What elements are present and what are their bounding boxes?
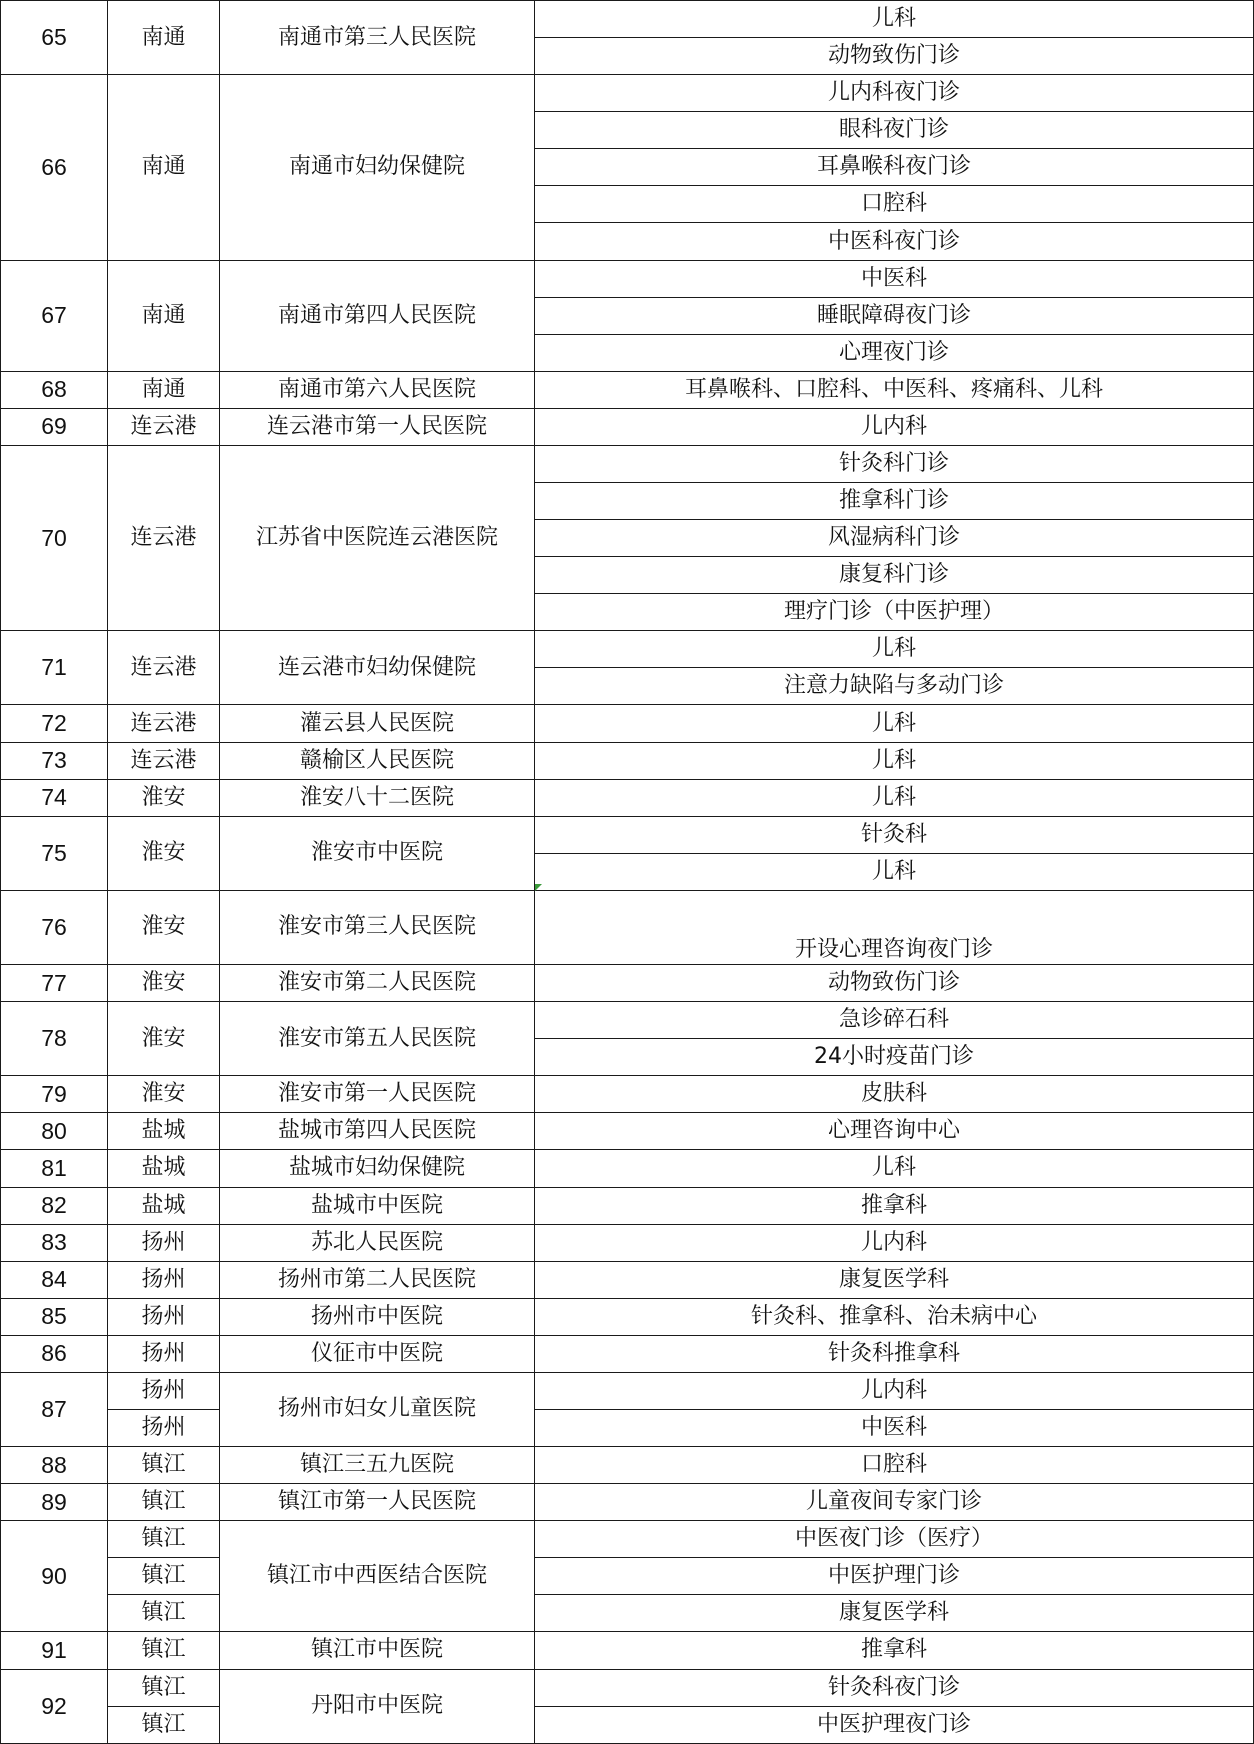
- city-cell: 淮安: [108, 965, 220, 1002]
- table-row: [1, 445, 1254, 482]
- city-cell: 淮安: [108, 890, 220, 964]
- city-cell: 扬州: [108, 1224, 220, 1261]
- city-cell: 连云港: [108, 631, 220, 705]
- row-number: 80: [1, 1113, 108, 1150]
- table-row: [1, 260, 1254, 297]
- department-cell: 中医护理门诊: [535, 1558, 1254, 1595]
- row-number: 68: [1, 371, 108, 408]
- city-cell: 扬州: [108, 1261, 220, 1298]
- city-cell: 镇江: [108, 1595, 220, 1632]
- row-number: 75: [1, 816, 108, 890]
- row-number: 85: [1, 1298, 108, 1335]
- city-cell: 镇江: [108, 1706, 220, 1743]
- hospital-name: 淮安八十二医院: [220, 779, 535, 816]
- department-cell: 儿科: [535, 779, 1254, 816]
- hospital-name: 盐城市中医院: [220, 1187, 535, 1224]
- row-number: 90: [1, 1521, 108, 1632]
- row-number: 84: [1, 1261, 108, 1298]
- hospital-name: 丹阳市中医院: [220, 1669, 535, 1743]
- table-row: [1, 1261, 1254, 1298]
- row-number: 91: [1, 1632, 108, 1669]
- department-cell: 中医护理夜门诊: [535, 1706, 1254, 1743]
- city-cell: 淮安: [108, 1002, 220, 1076]
- city-cell: 镇江: [108, 1669, 220, 1706]
- department-cell: 针灸科夜门诊: [535, 1669, 1254, 1706]
- hospital-name: 灌云县人民医院: [220, 705, 535, 742]
- row-number: 92: [1, 1669, 108, 1743]
- department-cell: 儿科: [535, 742, 1254, 779]
- department-cell: 中医科: [535, 1409, 1254, 1446]
- city-cell: 镇江: [108, 1632, 220, 1669]
- hospital-name: 淮安市第二人民医院: [220, 965, 535, 1002]
- city-cell: 盐城: [108, 1113, 220, 1150]
- city-cell: 连云港: [108, 408, 220, 445]
- city-cell: 镇江: [108, 1521, 220, 1558]
- row-number: 67: [1, 260, 108, 371]
- table-row: [1, 1521, 1254, 1558]
- row-number: 70: [1, 445, 108, 630]
- table-row: [1, 1076, 1254, 1113]
- department-cell: 动物致伤门诊: [535, 965, 1254, 1002]
- hospital-name: 镇江市中西医结合医院: [220, 1521, 535, 1632]
- hospital-name: 江苏省中医院连云港医院: [220, 445, 535, 630]
- hospital-name: 淮安市第五人民医院: [220, 1002, 535, 1076]
- city-cell: 南通: [108, 260, 220, 371]
- department-cell: 康复科门诊: [535, 557, 1254, 594]
- department-cell: 针灸科、推拿科、治未病中心: [535, 1298, 1254, 1335]
- row-number: 69: [1, 408, 108, 445]
- city-cell: 连云港: [108, 445, 220, 630]
- department-cell: 儿内科: [535, 408, 1254, 445]
- row-number: 76: [1, 890, 108, 964]
- hospital-name: 连云港市妇幼保健院: [220, 631, 535, 705]
- hospital-name: 淮安市第一人民医院: [220, 1076, 535, 1113]
- hospital-name: 苏北人民医院: [220, 1224, 535, 1261]
- department-cell: 睡眠障碍夜门诊: [535, 297, 1254, 334]
- department-cell: 儿内科: [535, 1372, 1254, 1409]
- city-cell: 盐城: [108, 1187, 220, 1224]
- department-cell: 口腔科: [535, 186, 1254, 223]
- city-cell: 南通: [108, 75, 220, 260]
- row-number: 65: [1, 1, 108, 75]
- hospital-name: 扬州市中医院: [220, 1298, 535, 1335]
- department-cell: 针灸科推拿科: [535, 1335, 1254, 1372]
- department-cell: 针灸科: [535, 816, 1254, 853]
- table-row: [1, 1595, 1254, 1632]
- city-cell: 淮安: [108, 779, 220, 816]
- department-cell: 针灸科门诊: [535, 445, 1254, 482]
- table-row: [1, 1335, 1254, 1372]
- department-cell: 中医夜门诊（医疗）: [535, 1521, 1254, 1558]
- hospital-name: 连云港市第一人民医院: [220, 408, 535, 445]
- hospital-name: 赣榆区人民医院: [220, 742, 535, 779]
- department-cell: 推拿科: [535, 1187, 1254, 1224]
- row-number: 87: [1, 1372, 108, 1446]
- table-row: [1, 1706, 1254, 1743]
- table-row: [1, 631, 1254, 668]
- row-number: 72: [1, 705, 108, 742]
- table-row: [1, 1224, 1254, 1261]
- department-cell: 开设心理咨询夜门诊: [535, 890, 1254, 964]
- department-cell: 理疗门诊（中医护理）: [535, 594, 1254, 631]
- table-row: [1, 1372, 1254, 1409]
- table-row: [1, 1113, 1254, 1150]
- department-cell: 动物致伤门诊: [535, 38, 1254, 75]
- city-cell: 镇江: [108, 1558, 220, 1595]
- department-cell: 注意力缺陷与多动门诊: [535, 668, 1254, 705]
- department-cell: 儿科: [535, 631, 1254, 668]
- department-cell: 儿童夜间专家门诊: [535, 1484, 1254, 1521]
- row-number: 66: [1, 75, 108, 260]
- city-cell: 扬州: [108, 1372, 220, 1409]
- table-row: [1, 890, 1254, 964]
- row-number: 88: [1, 1447, 108, 1484]
- department-cell: 儿内科夜门诊: [535, 75, 1254, 112]
- hospital-name: 扬州市妇女儿童医院: [220, 1372, 535, 1446]
- department-cell: 中医科: [535, 260, 1254, 297]
- table-row: [1, 1558, 1254, 1595]
- row-number: 82: [1, 1187, 108, 1224]
- table-row: [1, 1, 1254, 38]
- department-cell: 儿内科: [535, 1224, 1254, 1261]
- row-number: 73: [1, 742, 108, 779]
- hospital-name: 镇江市中医院: [220, 1632, 535, 1669]
- hospital-name: 淮安市中医院: [220, 816, 535, 890]
- department-cell: 耳鼻喉科、口腔科、中医科、疼痛科、儿科: [535, 371, 1254, 408]
- row-number: 71: [1, 631, 108, 705]
- department-cell: 耳鼻喉科夜门诊: [535, 149, 1254, 186]
- city-cell: 镇江: [108, 1447, 220, 1484]
- table-row: [1, 965, 1254, 1002]
- cell-comment-marker: [535, 884, 542, 891]
- hospital-name: 南通市第三人民医院: [220, 1, 535, 75]
- table-row: [1, 1669, 1254, 1706]
- table-row: [1, 1409, 1254, 1446]
- department-cell: 24小时疫苗门诊: [535, 1039, 1254, 1076]
- department-cell: 儿科: [535, 1, 1254, 38]
- row-number: 78: [1, 1002, 108, 1076]
- department-cell: 风湿病科门诊: [535, 520, 1254, 557]
- department-cell: 中医科夜门诊: [535, 223, 1254, 260]
- table-row: [1, 705, 1254, 742]
- department-cell: 眼科夜门诊: [535, 112, 1254, 149]
- city-cell: 扬州: [108, 1409, 220, 1446]
- city-cell: 扬州: [108, 1335, 220, 1372]
- row-number: 77: [1, 965, 108, 1002]
- department-cell: 心理咨询中心: [535, 1113, 1254, 1150]
- table-row: [1, 75, 1254, 112]
- hospital-name: 南通市第四人民医院: [220, 260, 535, 371]
- department-cell: 儿科: [535, 1150, 1254, 1187]
- department-cell: 皮肤科: [535, 1076, 1254, 1113]
- table-row: [1, 779, 1254, 816]
- row-number: 83: [1, 1224, 108, 1261]
- department-cell: 推拿科门诊: [535, 483, 1254, 520]
- row-number: 89: [1, 1484, 108, 1521]
- table-row: [1, 371, 1254, 408]
- department-cell: 儿科: [535, 853, 1254, 890]
- city-cell: 连云港: [108, 705, 220, 742]
- row-number: 79: [1, 1076, 108, 1113]
- table-row: [1, 1187, 1254, 1224]
- department-cell: 康复医学科: [535, 1261, 1254, 1298]
- hospital-name: 镇江三五九医院: [220, 1447, 535, 1484]
- city-cell: 南通: [108, 371, 220, 408]
- department-cell: 儿科: [535, 705, 1254, 742]
- table-row: [1, 1484, 1254, 1521]
- table-row: [1, 1632, 1254, 1669]
- department-cell: 口腔科: [535, 1447, 1254, 1484]
- city-cell: 扬州: [108, 1298, 220, 1335]
- row-number: 74: [1, 779, 108, 816]
- city-cell: 盐城: [108, 1150, 220, 1187]
- table-row: [1, 1002, 1254, 1039]
- table-row: [1, 1150, 1254, 1187]
- row-number: 86: [1, 1335, 108, 1372]
- row-number: 81: [1, 1150, 108, 1187]
- department-cell: 康复医学科: [535, 1595, 1254, 1632]
- department-cell: 推拿科: [535, 1632, 1254, 1669]
- city-cell: 连云港: [108, 742, 220, 779]
- hospital-name: 盐城市第四人民医院: [220, 1113, 535, 1150]
- city-cell: 淮安: [108, 816, 220, 890]
- table-row: [1, 408, 1254, 445]
- table-row: [1, 1447, 1254, 1484]
- hospital-name: 镇江市第一人民医院: [220, 1484, 535, 1521]
- table-body: [1, 1, 1254, 1744]
- city-cell: 淮安: [108, 1076, 220, 1113]
- city-cell: 南通: [108, 1, 220, 75]
- table-row: [1, 1298, 1254, 1335]
- department-cell: 心理夜门诊: [535, 334, 1254, 371]
- hospital-name: 扬州市第二人民医院: [220, 1261, 535, 1298]
- hospital-name: 仪征市中医院: [220, 1335, 535, 1372]
- table-row: [1, 742, 1254, 779]
- table-row: [1, 816, 1254, 853]
- department-cell: 急诊碎石科: [535, 1002, 1254, 1039]
- hospital-name: 南通市妇幼保健院: [220, 75, 535, 260]
- hospital-name: 盐城市妇幼保健院: [220, 1150, 535, 1187]
- hospital-name: 南通市第六人民医院: [220, 371, 535, 408]
- hospital-name: 淮安市第三人民医院: [220, 890, 535, 964]
- city-cell: 镇江: [108, 1484, 220, 1521]
